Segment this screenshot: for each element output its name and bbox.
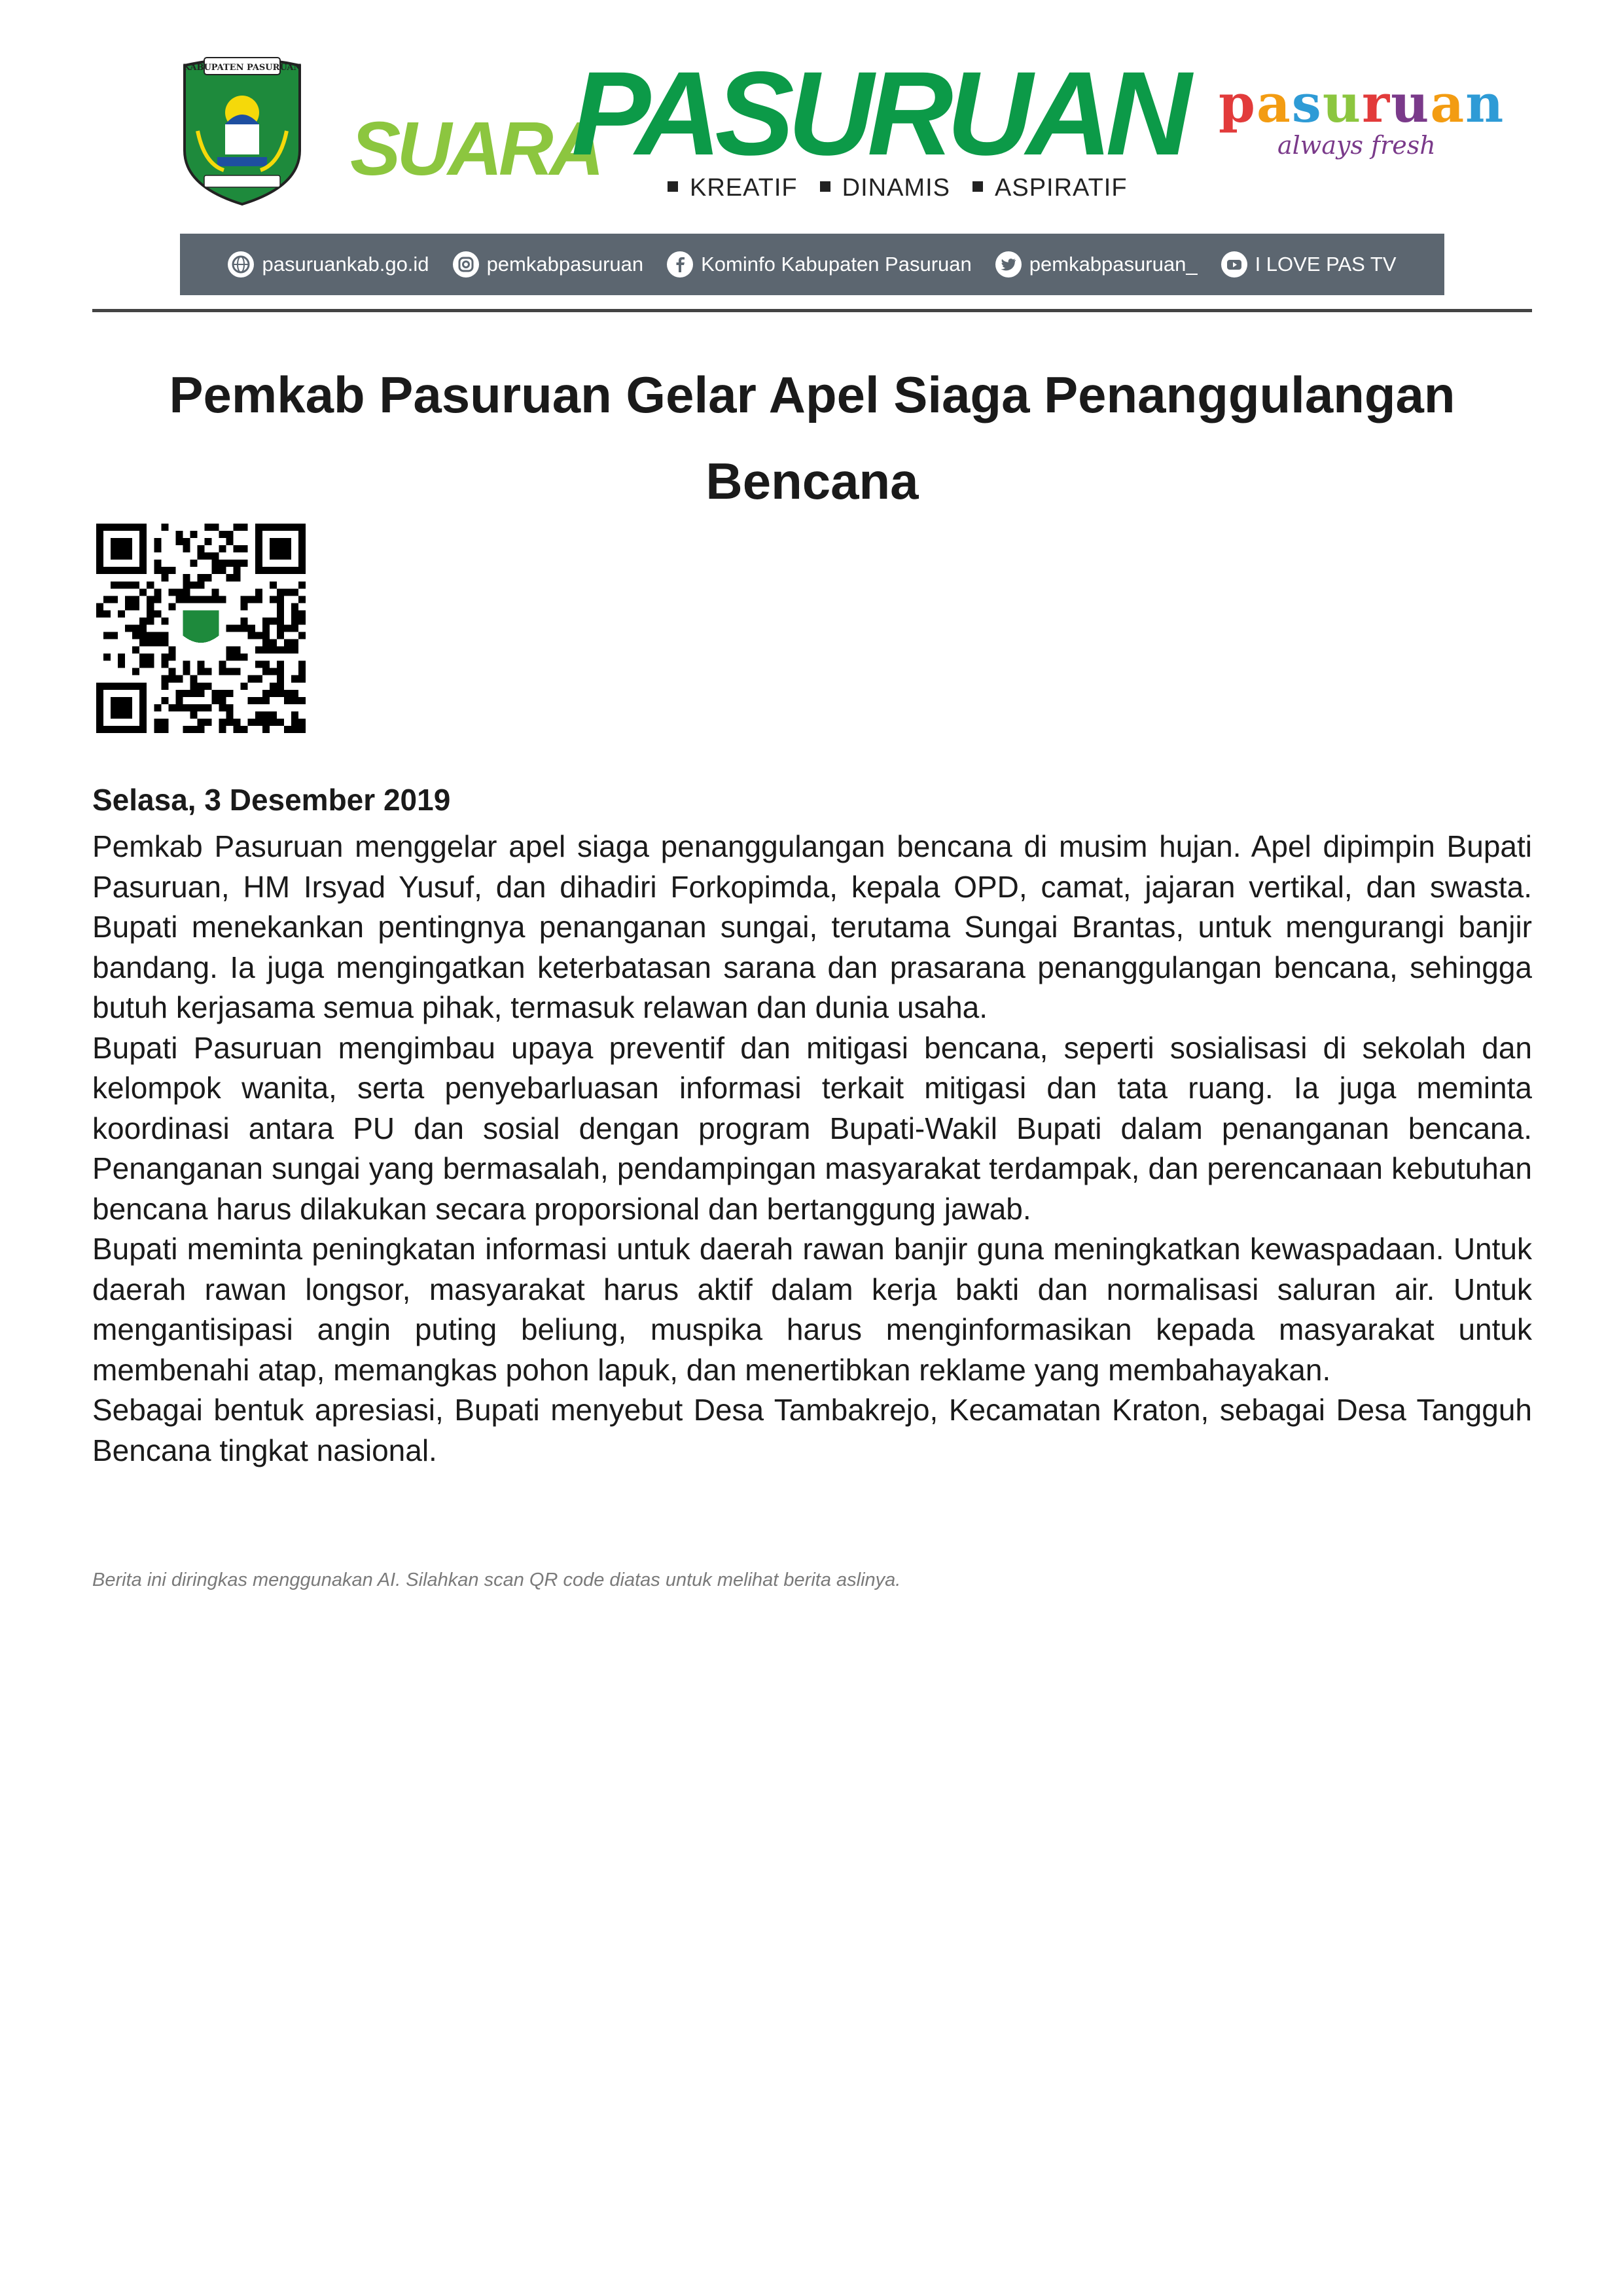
brand-prefix: SUARA bbox=[350, 106, 601, 191]
social-link-twitter[interactable] bbox=[995, 251, 1198, 278]
header-divider bbox=[92, 309, 1532, 312]
emblem-label: KABUPATEN PASURUAN bbox=[183, 63, 302, 73]
social-bar bbox=[180, 234, 1444, 295]
article-paragraph: Pemkab Pasuruan menggelar apel siaga penanggulangan bencana di musim hujan. Apel dipimpin Bupati Pasuruan, HM Irsyad Yusuf, dan dihadiri Forkopimda, kepala OPD, camat, jajaran vertikal, dan swasta. Bupati menekankan pentingnya penanganan sungai, terutama Sungai Brantas, untuk mengurangi banjir bandang. Ia juga mengingatkan keterbatasan sarana dan prasarana penanggulangan bencana, sehingga butuh kerjasama semua pihak, termasuk relawan dan dunia usaha. bbox=[92, 829, 1532, 1024]
article-date: Selasa, 3 Desember 2019 bbox=[92, 783, 451, 817]
article-body bbox=[92, 827, 1532, 1471]
social-label: pasuruankab.go.id bbox=[262, 253, 429, 276]
social-link-youtube[interactable] bbox=[1221, 251, 1397, 278]
tagline-item: DINAMIS bbox=[820, 174, 950, 202]
brand-main: PASURUAN bbox=[571, 46, 1185, 180]
tagline-item: ASPIRATIF bbox=[972, 174, 1128, 202]
article-paragraph: Bupati Pasuruan mengimbau upaya preventif dan mitigasi bencana, seperti sosialisasi di sekolah dan kelompok wanita, serta penyebarluasan informasi terkait mitigasi dan tata ruang. Ia juga meminta koordinasi antara PU dan sosial dengan program Bupati-Wakil Bupati dalam penanganan bencana. Penanganan sungai yang bermasalah, pendampingan masyarakat terdampak, dan perencanaan kebutuhan bencana harus dilakukan secara proporsional dan bertanggung jawab. bbox=[92, 1030, 1532, 1226]
regency-emblem bbox=[178, 52, 306, 207]
article-paragraph: Bupati meminta peningkatan informasi untuk daerah rawan banjir guna meningkatkan kewaspadaan. Untuk daerah rawan longsor, masyarakat harus aktif dalam kerja bakti dan normalisasi saluran air. Untuk mengantisipasi angin puting beliung, muspika harus menginformasikan kepada masyarakat untuk membenahi atap, memangkas pohon lapuk, dan menertibkan reklame yang membahayakan. bbox=[92, 1232, 1532, 1387]
facebook-icon bbox=[667, 251, 693, 278]
social-label: I LOVE PAS TV bbox=[1255, 253, 1397, 276]
instagram-icon bbox=[453, 251, 479, 278]
social-label: pemkabpasuruan bbox=[486, 253, 644, 276]
youtube-icon bbox=[1221, 251, 1247, 278]
tourism-logo-sub: always fresh bbox=[1277, 131, 1436, 160]
social-link-instagram[interactable] bbox=[453, 251, 644, 278]
tourism-logo bbox=[1219, 73, 1505, 182]
tourism-logo-word: pasuruan bbox=[1219, 73, 1505, 134]
social-label: pemkabpasuruan_ bbox=[1029, 253, 1198, 276]
social-link-facebook[interactable] bbox=[667, 251, 972, 278]
ai-summary-note: Berita ini diringkas menggunakan AI. Silahkan scan QR code diatas untuk melihat berita aslinya. bbox=[92, 1570, 901, 1590]
brand-tagline bbox=[668, 174, 1128, 202]
twitter-icon bbox=[995, 251, 1022, 278]
globe-icon bbox=[228, 251, 254, 278]
tagline-item: KREATIF bbox=[668, 174, 798, 202]
social-link-website[interactable] bbox=[228, 251, 429, 278]
social-label: Kominfo Kabupaten Pasuruan bbox=[701, 253, 972, 276]
qr-code bbox=[96, 524, 306, 733]
article-paragraph: Sebagai bentuk apresiasi, Bupati menyebut Desa Tambakrejo, Kecamatan Kraton, sebagai Desa Tangguh Bencana tingkat nasional. bbox=[92, 1393, 1532, 1467]
article-title: Pemkab Pasuruan Gelar Apel Siaga Penanggulangan Bencana bbox=[169, 366, 1455, 510]
